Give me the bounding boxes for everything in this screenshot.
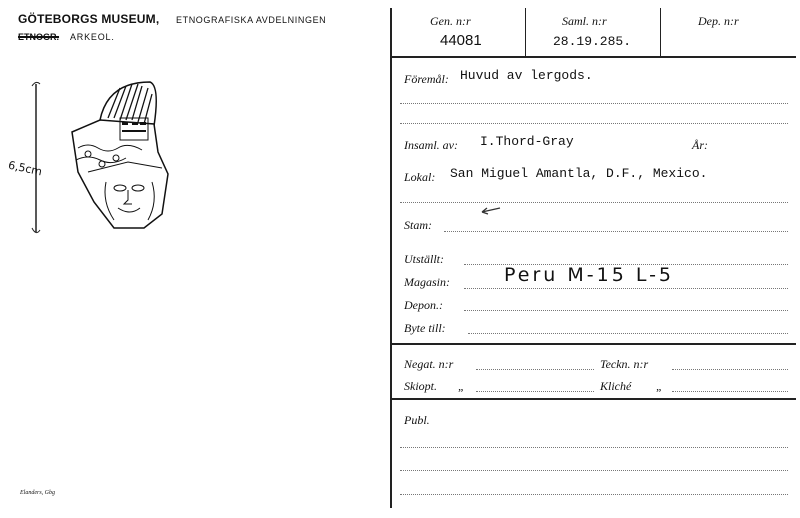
gen-nr-label: Gen. n:r (430, 14, 471, 28)
dotted-line (464, 310, 788, 311)
saml-nr-label: Saml. n:r (562, 14, 607, 28)
gen-nr-value: 44081 (440, 32, 482, 49)
magasin-label: Magasin: (404, 275, 450, 289)
dotted-line (400, 494, 788, 495)
dotted-line (476, 369, 594, 370)
struck-etnogr: ETNOGR. (18, 32, 60, 42)
museum-name: GÖTEBORGS MUSEUM, (18, 12, 160, 26)
divider-top (390, 56, 796, 58)
divider-lower (390, 398, 796, 400)
card-left-border (390, 8, 392, 508)
lokal-label: Lokal: (404, 170, 436, 184)
dep-nr-label: Dep. n:r (698, 14, 739, 28)
kliche-ditto: „ (656, 379, 663, 393)
kliche-label: Kliché (600, 379, 632, 393)
dotted-line (400, 447, 788, 448)
skiopt-ditto: „ (458, 379, 465, 393)
dotted-line (464, 288, 788, 289)
saml-nr-value: 28.19.285. (553, 34, 632, 49)
dotted-line (468, 333, 788, 334)
printer-imprint: Elanders, Gbg (20, 490, 55, 496)
clay-head-sketch (28, 78, 178, 248)
dotted-line (672, 369, 788, 370)
arrow-mark-icon (478, 204, 502, 216)
dotted-line (444, 231, 788, 232)
insaml-label: Insaml. av: (404, 138, 458, 152)
dotted-line (400, 202, 788, 203)
divider-mid (390, 343, 796, 345)
foremal-value: Huvud av lergods. (460, 68, 593, 83)
divider-col-1 (525, 8, 526, 56)
divider-col-2 (660, 8, 661, 56)
byte-till-label: Byte till: (404, 321, 446, 335)
negat-nr-label: Negat. n:r (404, 357, 454, 371)
ar-label: År: (692, 138, 708, 152)
depon-label: Depon.: (404, 298, 443, 312)
insaml-value: I.Thord-Gray (480, 134, 574, 149)
measurement-label: 6,5cm (7, 158, 44, 179)
dotted-line (672, 391, 788, 392)
teckn-nr-label: Teckn. n:r (600, 357, 649, 371)
stam-label: Stam: (404, 218, 432, 232)
magasin-value: Peru M-15 L-5 (504, 264, 675, 286)
skiopt-label: Skiopt. (404, 379, 437, 393)
dotted-line (400, 103, 788, 104)
publ-label: Publ. (404, 413, 430, 427)
dotted-line (400, 123, 788, 124)
dotted-line (476, 391, 594, 392)
foremal-label: Föremål: (404, 72, 449, 86)
department-name: ETNOGRAFISKA AVDELNINGEN (176, 15, 327, 25)
dotted-line (400, 470, 788, 471)
utstallt-label: Utställt: (404, 252, 445, 266)
arkeol-label: ARKEOL. (70, 32, 115, 42)
lokal-value: San Miguel Amantla, D.F., Mexico. (450, 166, 708, 181)
